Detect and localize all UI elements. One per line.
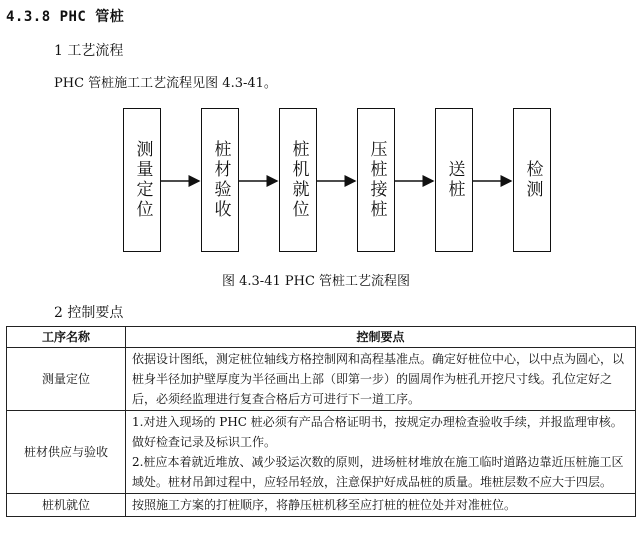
intro-paragraph: PHC 管桩施工工艺流程见图 4.3-41。	[54, 76, 277, 91]
control-point: 2.桩应本着就近堆放、减少驳运次数的原则，进场桩材堆放在施工临时道路边靠近压桩施工区域处。桩材吊卸过程中，应轻吊轻放，注意保护好成品桩的质量。堆桩层数不应大于四层。	[132, 455, 624, 489]
subsection-title-control: 2 控制要点	[54, 305, 124, 321]
figure-caption: 图 4.3-41 PHC 管桩工艺流程图	[222, 274, 411, 289]
table-row	[7, 348, 636, 411]
control-points	[126, 494, 636, 517]
table-header-row	[7, 327, 636, 348]
flow-step-label: 送桩	[444, 160, 465, 200]
control-points	[126, 411, 636, 494]
control-point: 依据设计图纸，测定桩位轴线方格控制网和高程基准点。确定好桩位中心，以中点为圆心，以桩身半径加护壁厚度为半径画出上部（即第一步）的圆周作为桩孔开挖尺寸线。孔位定好之后，必须经监理进行复查合格后方可进行下一道工序。	[132, 352, 625, 406]
control-points	[126, 348, 636, 411]
step-name: 桩机就位	[7, 494, 126, 517]
section-title: 4.3.8 PHC 管桩	[6, 9, 125, 25]
flow-step-label: 压桩接桩	[366, 140, 387, 220]
table-row	[7, 411, 636, 494]
flow-step-label: 检测	[522, 160, 543, 200]
subsection-title-process: 1 工艺流程	[54, 43, 124, 59]
step-name: 桩材供应与验收	[7, 411, 126, 494]
header-points: 控制要点	[126, 327, 636, 348]
flow-step-label: 桩材验收	[210, 140, 231, 220]
table-row	[7, 494, 636, 517]
control-point: 按照施工方案的打桩顺序，将静压桩机移至应打桩的桩位处并对准桩位。	[132, 498, 517, 512]
control-points-table	[6, 326, 636, 517]
header-step: 工序名称	[7, 327, 126, 348]
flow-step-label: 桩机就位	[288, 140, 309, 220]
flow-step-label: 测量定位	[132, 140, 153, 220]
step-name: 测量定位	[7, 348, 126, 411]
control-point: 1.对进入现场的 PHC 桩必须有产品合格证明书，按规定办理检查验收手续，并报监理审核。做好检查记录及标识工作。	[132, 415, 623, 449]
